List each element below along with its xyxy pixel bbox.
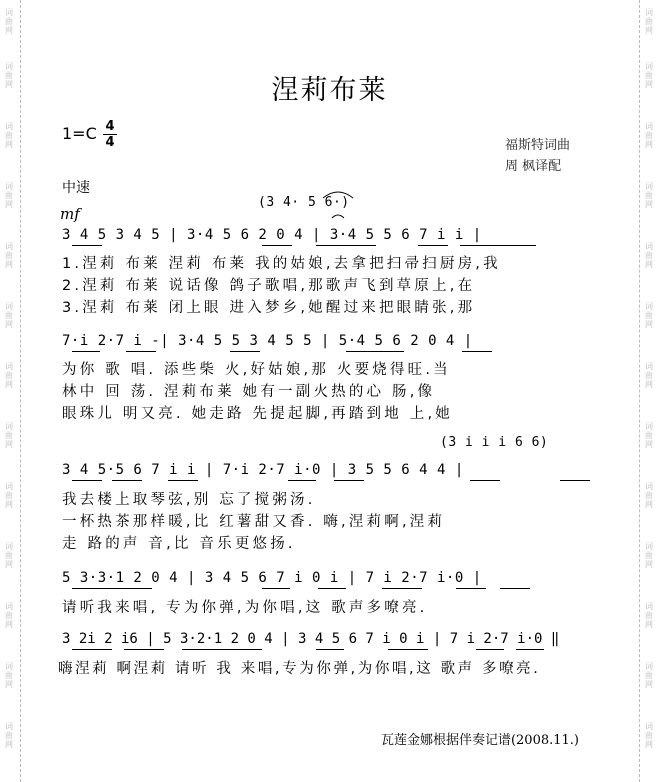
beam-mark xyxy=(72,588,152,589)
time-signature xyxy=(103,120,117,149)
beam-mark xyxy=(334,480,364,481)
beam-mark xyxy=(516,649,544,650)
beam-mark xyxy=(168,480,198,481)
beam-mark xyxy=(388,649,428,650)
beam-mark xyxy=(470,480,500,481)
beam-mark xyxy=(262,588,290,589)
left-border-line xyxy=(20,0,21,782)
beam-mark xyxy=(126,351,156,352)
lyrics-verse-2: 一杯热茶那样暖,比 红薯甜又香. 嗨,涅莉啊,涅莉 xyxy=(62,514,446,530)
pickup-notes: (3 i i i 6 6) xyxy=(440,435,549,450)
lyrics-verse-1: 为你 歌 唱. 添些柴 火,好姑娘,那 火要烧得旺.当 xyxy=(62,362,451,378)
watermark-stamp: 词曲网 xyxy=(5,62,13,89)
beam-mark xyxy=(230,351,260,352)
watermark-stamp: 词曲网 xyxy=(645,422,653,449)
beam-mark xyxy=(560,480,590,481)
beam-mark xyxy=(72,649,112,650)
beam-mark xyxy=(72,245,102,246)
lyrics-verse-3: 眼珠儿 明又亮. 她走路 先提起脚,再踏到地 上,她 xyxy=(62,406,453,422)
watermark-stamp: 词曲网 xyxy=(645,62,653,89)
watermark-stamp: 词曲网 xyxy=(5,302,13,329)
watermark-stamp: 词曲网 xyxy=(5,8,13,35)
watermark-stamp: 词曲网 xyxy=(5,362,13,389)
watermark-stamp: 词曲网 xyxy=(645,722,653,749)
beam-mark xyxy=(460,245,536,246)
slur-mark xyxy=(320,186,356,220)
notation-line-3: 3 4 5·5 6 7 i i | 7·i 2·7 i·0 | 3 5 5 6 4 4 | xyxy=(62,462,464,478)
right-border-line xyxy=(639,0,640,782)
beam-mark xyxy=(72,480,102,481)
watermark-stamp: 词曲网 xyxy=(5,122,13,149)
beam-mark xyxy=(262,245,292,246)
watermark-stamp: 词曲网 xyxy=(645,8,653,35)
beam-mark xyxy=(316,245,376,246)
watermark-stamp: 词曲网 xyxy=(645,122,653,149)
lyrics-verse-2: 林中 回 荡. 涅莉布莱 她有一副火热的心 肠,像 xyxy=(62,384,436,400)
beam-mark xyxy=(316,649,344,650)
beam-mark xyxy=(346,351,404,352)
watermark-stamp: 词曲网 xyxy=(5,722,13,749)
watermark-stamp: 词曲网 xyxy=(5,242,13,269)
watermark-stamp: 词曲网 xyxy=(5,542,13,569)
watermark-stamp: 词曲网 xyxy=(645,542,653,569)
time-signature-top: 4 xyxy=(105,119,115,134)
beam-mark xyxy=(182,649,262,650)
song-title: 涅莉布莱 xyxy=(271,75,388,106)
beam-mark xyxy=(318,588,346,589)
watermark-stamp: 词曲网 xyxy=(645,362,653,389)
pickup-notes: (3 4· 5 6·) xyxy=(258,195,350,210)
beam-mark xyxy=(112,480,142,481)
watermark-stamp: 词曲网 xyxy=(645,182,653,209)
watermark-stamp: 词曲网 xyxy=(5,602,13,629)
watermark-stamp: 词曲网 xyxy=(645,482,653,509)
watermark-stamp: 词曲网 xyxy=(645,662,653,689)
notation-line-5: 3 2i 2 i6 | 5 3·2·1 2 0 4 | 3 4 5 6 7 i 0 i | 7 i 2·7 i·0 ‖ xyxy=(62,631,560,647)
lyrics-verse-1: 我去楼上取琴弦,别 忘了搅粥汤. xyxy=(62,492,316,508)
notation-line-1: 3 4 5 3 4 5 | 3·4 5 6 2 0 4 | 3·4 5 5 6 7 i i | xyxy=(62,227,482,243)
watermark-stamp: 词曲网 xyxy=(5,662,13,689)
beam-mark xyxy=(500,588,530,589)
lyrics-verse-3: 3.涅莉 布莱 闭上眼 进入梦乡,她醒过来把眼睛张,那 xyxy=(62,300,476,316)
beam-mark xyxy=(418,245,448,246)
translator-credit: 周 枫译配 xyxy=(505,159,562,174)
beam-mark xyxy=(382,588,422,589)
watermark-stamp: 词曲网 xyxy=(645,242,653,269)
lyrics-verse-3: 走 路的声 音,比 音乐更悠扬. xyxy=(62,536,296,552)
beam-mark xyxy=(288,480,316,481)
notation-line-2: 7·i 2·7 i -| 3·4 5 5 3 4 5 5 | 5·4 5 6 2 0 4 | xyxy=(62,333,473,349)
lyrics-verse-2: 2.涅莉 布莱 说话像 鸽子歌唱,那歌声飞到草原上,在 xyxy=(62,278,476,294)
lyrics-verse-1: 1.涅莉 布莱 涅莉 布莱 我的姑娘,去拿把扫帚扫厨房,我 xyxy=(62,256,501,272)
lyrics-line: 请听我来唱, 专为你弹,为你唱,这 歌声多嘹亮. xyxy=(62,600,428,616)
beam-mark xyxy=(462,351,492,352)
notation-line-4: 5 3·3·1 2 0 4 | 3 4 5 6 7 i 0 i | 7 i 2·7 i·0 | xyxy=(62,570,482,586)
watermark-stamp: 词曲网 xyxy=(5,182,13,209)
composer-credit: 福斯特词曲 xyxy=(505,138,571,153)
time-signature-bottom: 4 xyxy=(105,135,115,150)
dynamics-marking: mf xyxy=(60,205,80,223)
watermark-stamp: 词曲网 xyxy=(645,302,653,329)
tempo-marking: 中速 xyxy=(62,180,90,196)
watermark-stamp: 词曲网 xyxy=(5,482,13,509)
key-signature: 1=C xyxy=(62,124,97,143)
beam-mark xyxy=(72,351,100,352)
watermark-stamp: 词曲网 xyxy=(5,422,13,449)
beam-mark xyxy=(456,588,486,589)
watermark-stamp: 词曲网 xyxy=(645,602,653,629)
beam-mark xyxy=(476,649,504,650)
lyrics-line: 嗨涅莉 啊涅莉 请听 我 来唱,专为你弹,为你唱,这 歌声 多嘹亮. xyxy=(58,661,541,677)
transcription-note: 瓦莲金娜根据伴奏记谱(2008.11.) xyxy=(380,733,579,748)
beam-mark xyxy=(124,649,164,650)
